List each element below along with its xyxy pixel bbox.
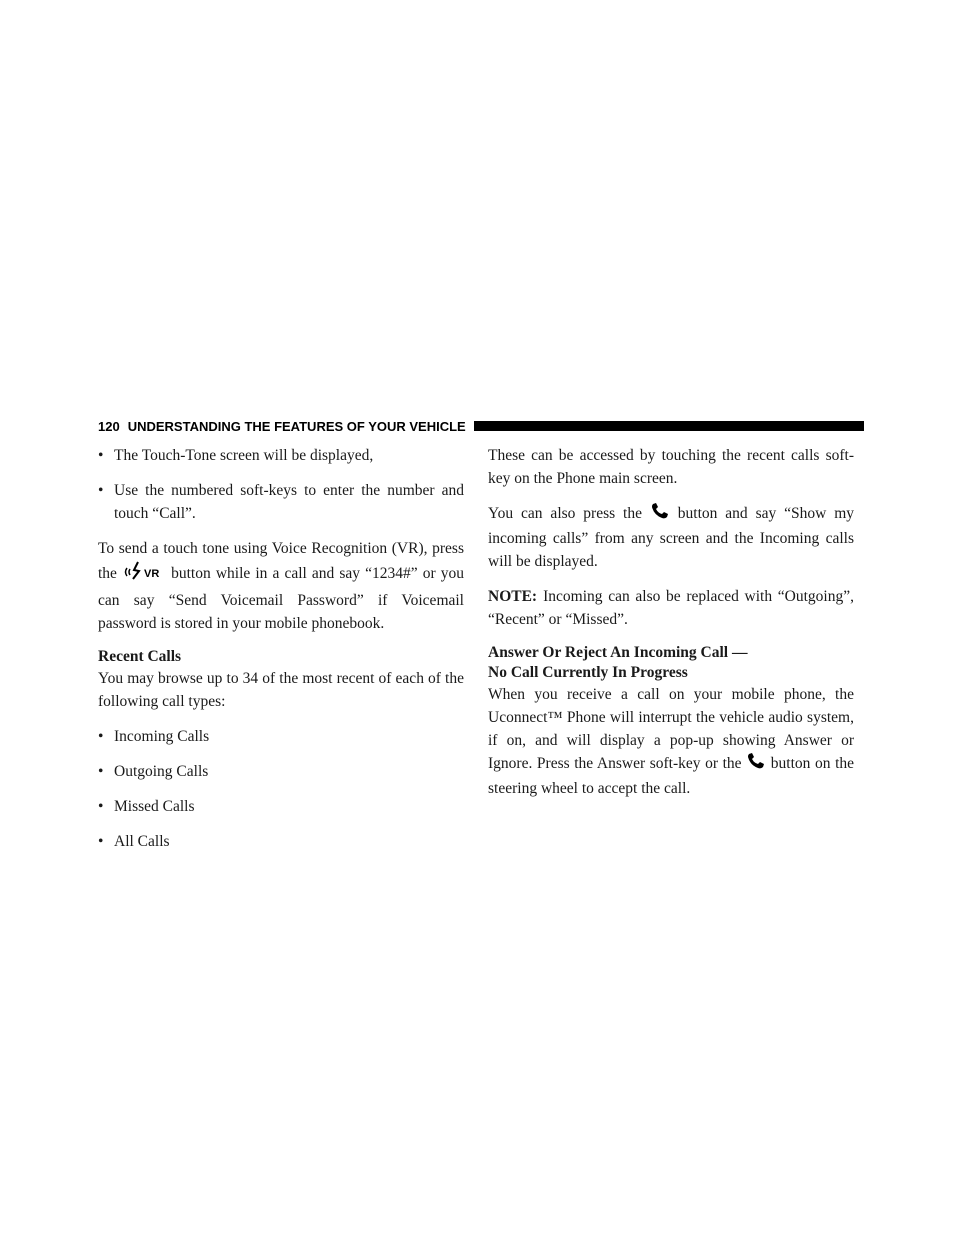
voice-recognition-icon — [122, 560, 166, 589]
list-item: • Incoming Calls — [98, 725, 464, 748]
vr-paragraph: To send a touch tone using Voice Recognition (VR), press the VR button while in a call and say “1234#” or you can say “Send Voicemail Password” if Voicemail password is stored in your mobile phonebook. — [98, 540, 464, 632]
answer-heading-line1: Answer Or Reject An Incoming Call — — [488, 644, 748, 661]
list-item: • The Touch-Tone screen will be displayed, — [98, 444, 464, 467]
list-item: • Use the numbered soft-keys to enter the number and touch “Call”. — [98, 479, 464, 525]
svg-text:VR: VR — [144, 568, 160, 580]
list-item: • Outgoing Calls — [98, 760, 464, 783]
right-column — [488, 444, 854, 812]
list-item: • Missed Calls — [98, 795, 464, 818]
recent-calls-intro: You may browse up to 34 of the most recent of each of the following call types: — [98, 670, 464, 710]
note-paragraph: NOTE: Incoming can also be replaced with “Outgoing”, “Recent” or “Missed”. — [488, 588, 854, 628]
answer-paragraph: When you receive a call on your mobile phone, the Uconnect™ Phone will interrupt the vehicle audio system, if on, and will display a pop-up showing Answer or Ignore. Press the Answer soft-key or the button on the steering wheel to accept the call. — [488, 686, 855, 797]
left-column — [98, 444, 464, 865]
recent-calls-heading: Recent Calls — [98, 648, 182, 665]
page-header — [98, 418, 864, 434]
access-paragraph: These can be accessed by touching the recent calls soft-key on the Phone main screen. — [488, 447, 854, 487]
page-number: 120 — [98, 418, 120, 434]
note-label: NOTE: — [488, 588, 538, 605]
list-item: • All Calls — [98, 830, 464, 853]
answer-heading-line2: No Call Currently In Progress — [488, 664, 688, 681]
header-rule — [474, 421, 864, 431]
phone-handset-icon — [650, 502, 670, 527]
section-title: UNDERSTANDING THE FEATURES OF YOUR VEHICLE — [127, 418, 466, 434]
press-paragraph: You can also press the button and say “Show my incoming calls” from any screen and the Incoming calls will be displayed. — [488, 502, 854, 573]
phone-handset-icon — [746, 752, 766, 777]
